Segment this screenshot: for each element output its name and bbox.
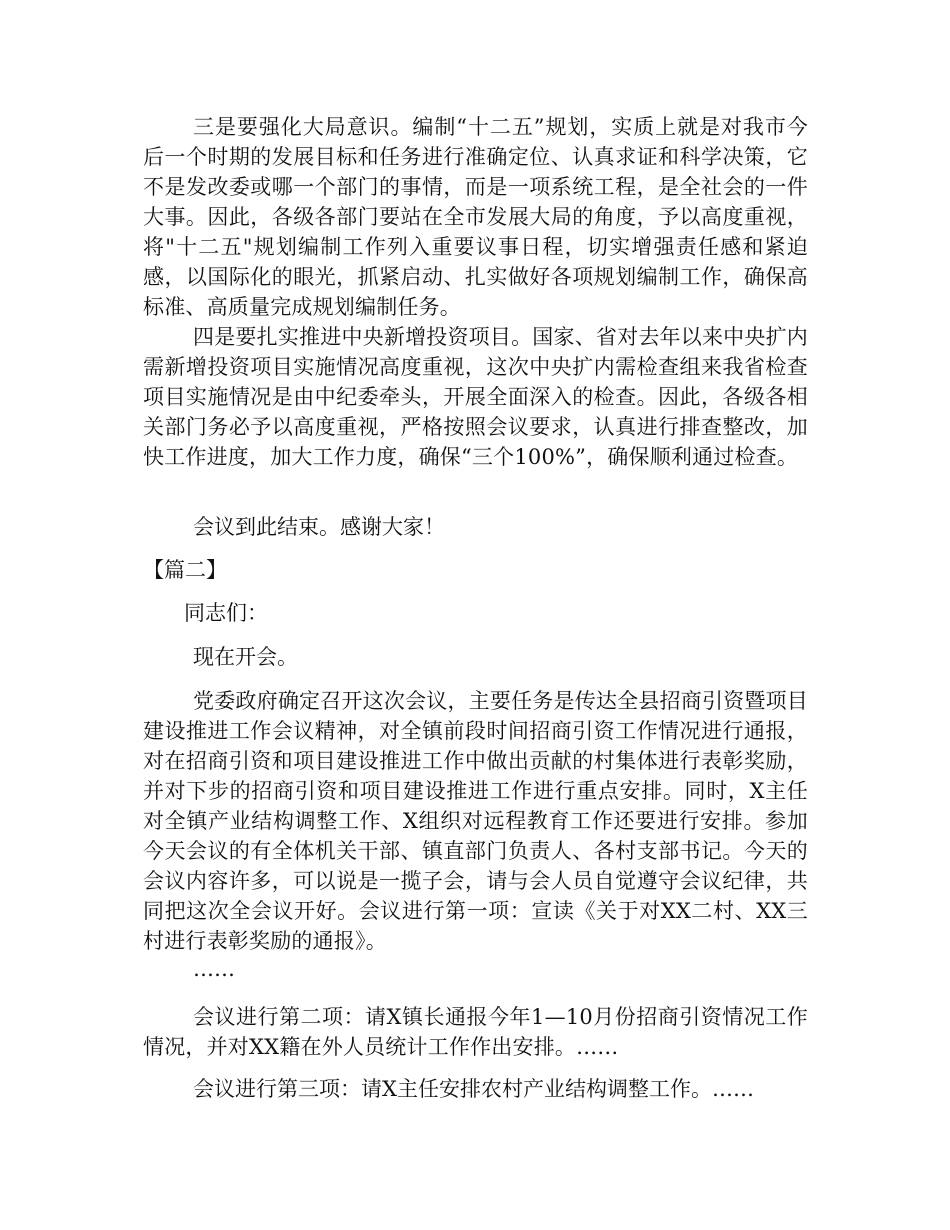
paragraph-ellipsis: …… bbox=[193, 957, 235, 981]
paragraph-meeting-purpose: 党委政府确定召开这次会议，主要任务是传达全县招商引资暨项目建设推进工作会议精神，对全镇前段时间招商引资工作情况进行通报，对在招商引资和项目建设推进工作中做出贡献的村集体进行表彰奖励，并对下步的招商引资和项目建设推进工作进行重点安排。同时，X主任对全镇产业结构调整工作、X组织对远程教育工作还要进行安排。参加今天会议的有全体机关干部、镇直部门负责人、各村支部书记。今天的会议内容许多，可以说是一揽子会，请与会人员自觉遵守会议纪律，共同把这次全会议开好。会议进行第一项：宣读《关于对XX二村、XX三村进行表彰奖励的通报》。 bbox=[143, 689, 808, 953]
paragraph-item-two: 会议进行第二项：请X镇长通报今年1—10月份招商引资情况工作情况，并对XX籍在外人员统计工作作出安排。…… bbox=[143, 1005, 808, 1059]
paragraph-opening: 现在开会。 bbox=[193, 645, 298, 669]
section-heading: 【篇二】 bbox=[143, 558, 227, 582]
paragraph-closing: 会议到此结束。感谢大家！ bbox=[193, 515, 445, 539]
paragraph-item-three: 会议进行第三项：请X主任安排农村产业结构调整工作。…… bbox=[193, 1077, 754, 1101]
paragraph-planning: 三是要强化大局意识。编制“十二五”规划，实质上就是对我市今后一个时期的发展目标和任务进行准确定位、认真求证和科学决策，它不是发改委或哪一个部门的事情，而是一项系统工程，是全社会的一件大事。因此，各级各部门要站在全市发展大局的角度，予以高度重视，将"十二五"规划编制工作列入重要议事日程，切实增强责任感和紧迫感，以国际化的眼光，抓紧启动、扎实做好各项规划编制工作，确保高标准、高质量完成规划编制任务。 bbox=[143, 115, 808, 319]
paragraph-investment: 四是要扎实推进中央新增投资项目。国家、省对去年以来中央扩内需新增投资项目实施情况高度重视，这次中央扩内需检查组来我省检查项目实施情况是由中纪委牵头，开展全面深入的检查。因此，各级各相关部门务必予以高度重视，严格按照会议要求，认真进行排查整改，加快工作进度，加大工作力度，确保“三个100%”，确保顺利通过检查。 bbox=[143, 325, 808, 469]
paragraph-salutation: 同志们： bbox=[184, 601, 268, 625]
